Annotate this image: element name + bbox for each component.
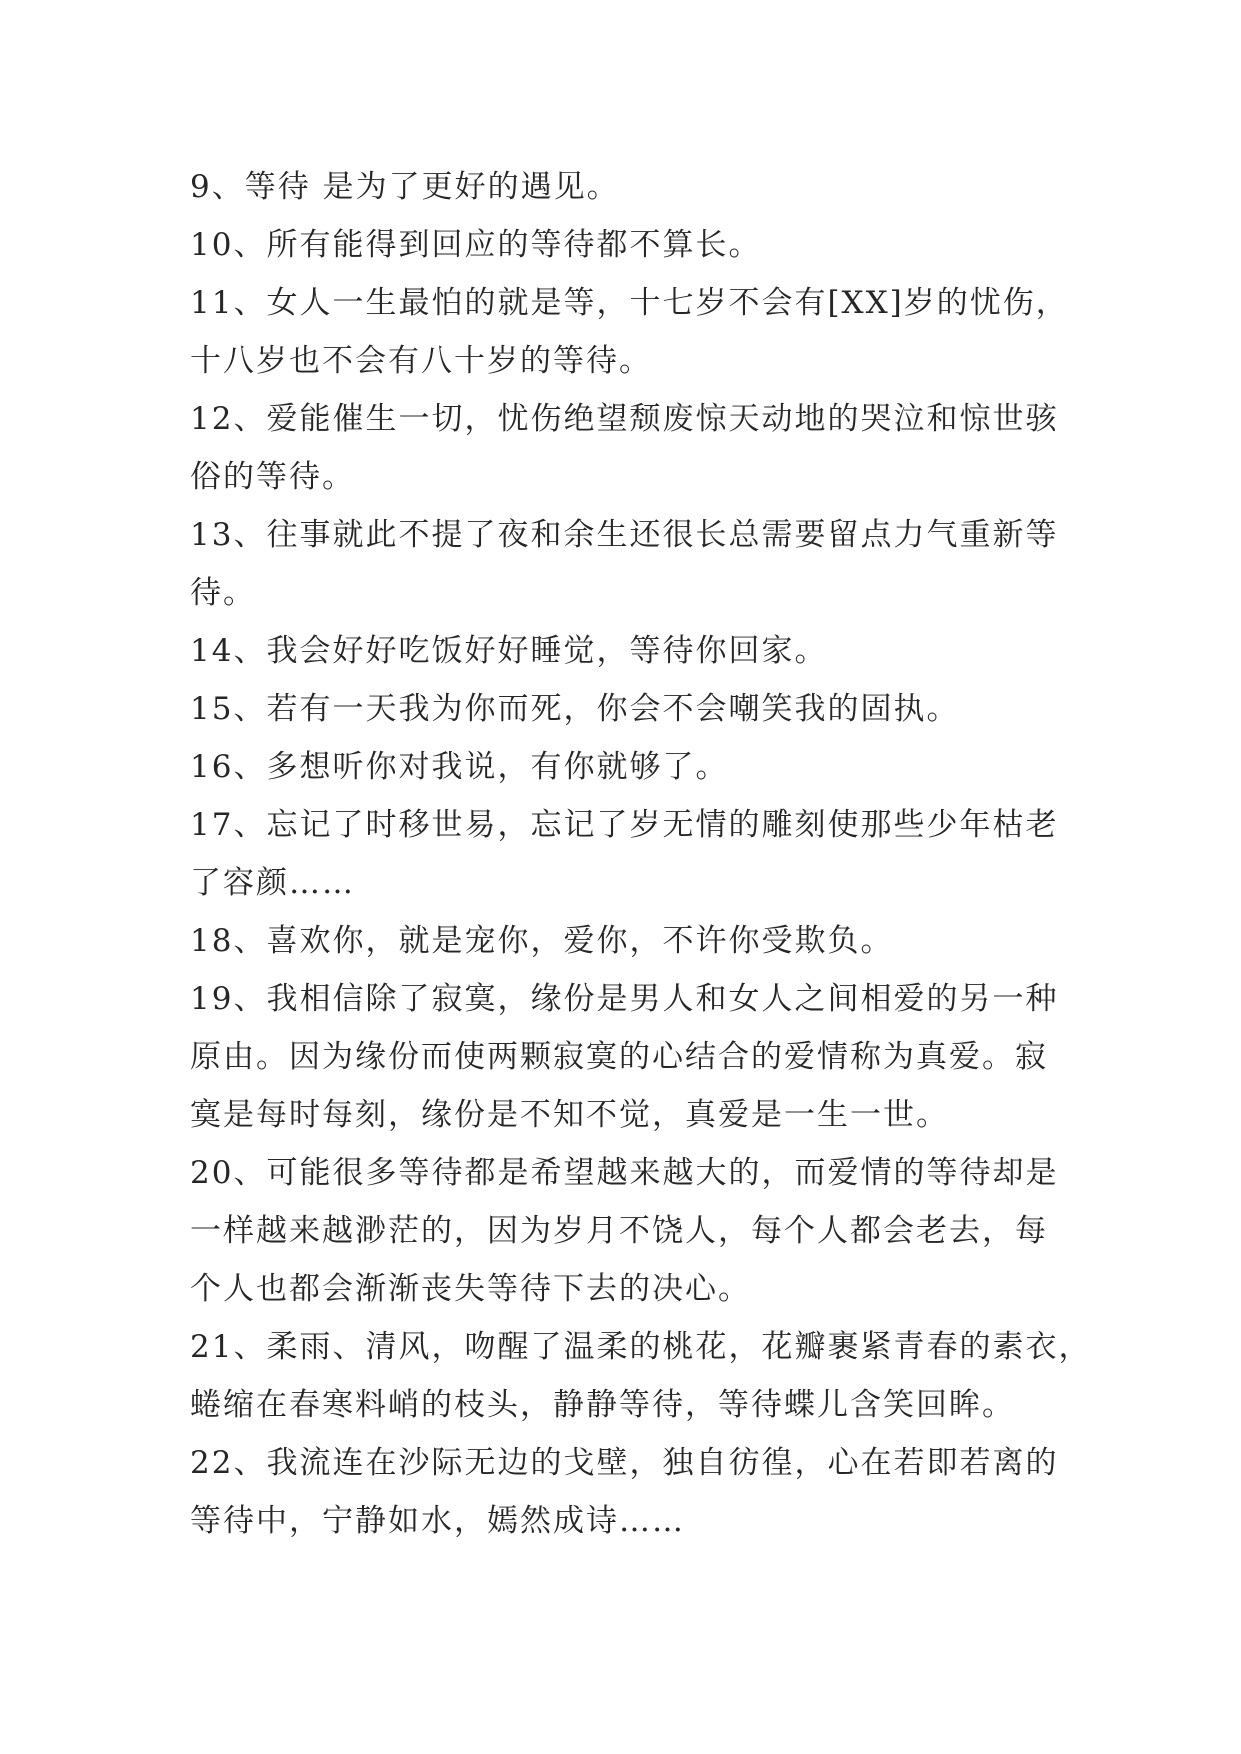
text-line: 一样越来越渺茫的，因为岁月不饶人，每个人都会老去，每 [190,1213,1048,1249]
text-line: 了容颜…… [190,865,355,901]
text-line: 10、所有能得到回应的等待都不算长。 [190,227,762,263]
text-line: 20、可能很多等待都是希望越来越大的，而爱情的等待却是 [190,1155,1059,1191]
text-line: 俗的等待。 [190,459,355,495]
text-line: 17、忘记了时移世易，忘记了岁无情的雕刻使那些少年枯老 [190,807,1059,843]
text-line: 待。 [190,575,256,611]
text-line: 16、多想听你对我说，有你就够了。 [190,749,729,785]
text-line: 寞是每时每刻，缘份是不知不觉，真爱是一生一世。 [190,1097,949,1133]
text-line: 21、柔雨、清风，吻醒了温柔的桃花，花瓣裹紧青春的素衣， [190,1329,1092,1365]
text-line: 19、我相信除了寂寞，缘份是男人和女人之间相爱的另一种 [190,981,1059,1017]
text-line: 12、爱能催生一切，忧伤绝望颓废惊天动地的哭泣和惊世骇 [190,401,1059,437]
text-line: 11、女人一生最怕的就是等，十七岁不会有[XX]岁的忧伤， [190,285,1069,321]
text-line: 14、我会好好吃饭好好睡觉，等待你回家。 [190,633,828,669]
document-body [190,158,1092,1550]
text-line: 等待中，宁静如水，嫣然成诗…… [190,1503,685,1539]
text-line: 15、若有一天我为你而死，你会不会嘲笑我的固执。 [190,691,960,727]
text-line: 22、我流连在沙际无边的戈壁，独自彷徨，心在若即若离的 [190,1445,1059,1481]
text-line: 9、等待 是为了更好的遇见。 [190,169,620,205]
text-line: 原由。因为缘份而使两颗寂寞的心结合的爱情称为真爱。寂 [190,1039,1048,1075]
text-line: 蜷缩在春寒料峭的枝头，静静等待，等待蝶儿含笑回眸。 [190,1387,1015,1423]
text-line: 18、喜欢你，就是宠你，爱你，不许你受欺负。 [190,923,894,959]
text-line: 十八岁也不会有八十岁的等待。 [190,343,652,379]
text-line: 个人也都会渐渐丧失等待下去的决心。 [190,1271,751,1307]
text-line: 13、往事就此不提了夜和余生还很长总需要留点力气重新等 [190,517,1059,553]
